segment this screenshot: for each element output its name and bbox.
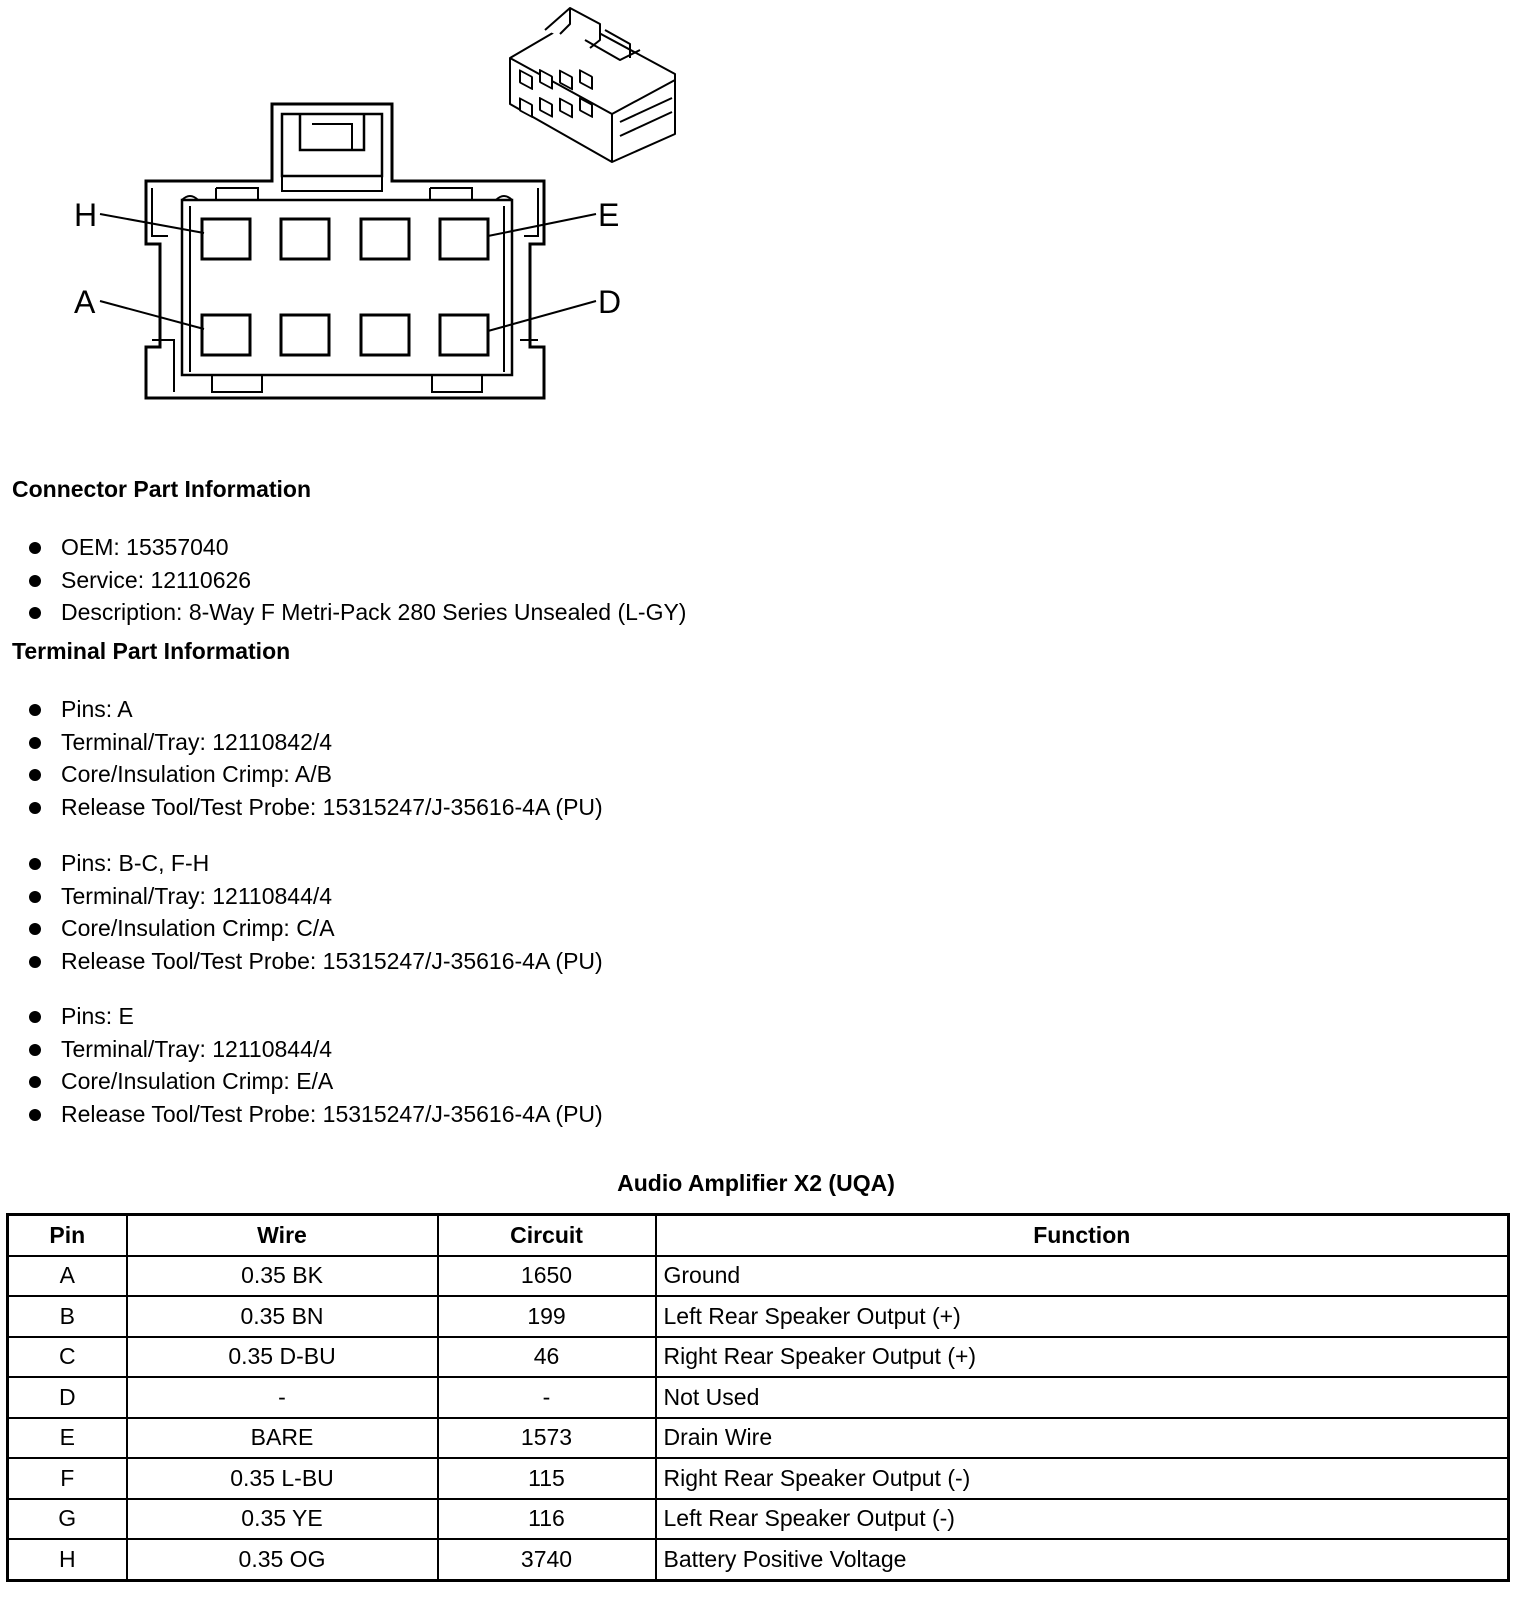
table-row xyxy=(8,1418,1509,1459)
cell-function: Right Rear Speaker Output (+) xyxy=(656,1337,1509,1378)
cell-wire: BARE xyxy=(127,1418,438,1459)
terminal-group-1 xyxy=(28,693,603,823)
header-function: Function xyxy=(656,1215,1509,1256)
cell-wire: 0.35 BK xyxy=(127,1256,438,1297)
cell-function: Ground xyxy=(656,1256,1509,1297)
cell-circuit: 115 xyxy=(438,1458,656,1499)
cell-wire: 0.35 D-BU xyxy=(127,1337,438,1378)
cavity-g xyxy=(281,219,329,259)
cell-wire: 0.35 OG xyxy=(127,1539,438,1580)
cell-circuit: 199 xyxy=(438,1296,656,1337)
cavity-h xyxy=(202,219,250,259)
cell-pin: C xyxy=(8,1337,127,1378)
pin-label-e: E xyxy=(598,197,620,233)
cavity-f xyxy=(361,219,409,259)
cell-pin: E xyxy=(8,1418,127,1459)
list-item: Service: 12110626 xyxy=(28,564,686,597)
list-item: Pins: A xyxy=(28,693,603,726)
header-circuit: Circuit xyxy=(438,1215,656,1256)
pin-label-h: H xyxy=(74,197,98,233)
table-row xyxy=(8,1499,1509,1540)
cell-function: Battery Positive Voltage xyxy=(656,1539,1509,1580)
cavity-a xyxy=(202,315,250,355)
list-item: Release Tool/Test Probe: 15315247/J-35616-4A (PU) xyxy=(28,945,603,978)
cavity-e xyxy=(440,219,488,259)
cavity-c xyxy=(361,315,409,355)
list-item: Terminal/Tray: 12110842/4 xyxy=(28,726,603,759)
cavity-b xyxy=(281,315,329,355)
pin-label-d: D xyxy=(598,284,622,320)
cell-function: Left Rear Speaker Output (+) xyxy=(656,1296,1509,1337)
cell-wire: 0.35 L-BU xyxy=(127,1458,438,1499)
cell-pin: F xyxy=(8,1458,127,1499)
connector-part-info-list xyxy=(28,531,686,629)
table-row xyxy=(8,1337,1509,1378)
cell-function: Left Rear Speaker Output (-) xyxy=(656,1499,1509,1540)
cell-pin: H xyxy=(8,1539,127,1580)
list-item: OEM: 15357040 xyxy=(28,531,686,564)
pin-table xyxy=(6,1213,1510,1582)
connector-diagram xyxy=(0,0,700,420)
cell-pin: B xyxy=(8,1296,127,1337)
cavity-d xyxy=(440,315,488,355)
list-item: Core/Insulation Crimp: A/B xyxy=(28,758,603,791)
list-item: Pins: E xyxy=(28,1000,603,1033)
cell-circuit: 46 xyxy=(438,1337,656,1378)
header-wire: Wire xyxy=(127,1215,438,1256)
header-pin: Pin xyxy=(8,1215,127,1256)
cell-circuit: 116 xyxy=(438,1499,656,1540)
connector-part-info-heading: Connector Part Information xyxy=(12,476,312,502)
cell-function: Right Rear Speaker Output (-) xyxy=(656,1458,1509,1499)
table-row xyxy=(8,1458,1509,1499)
list-item: Pins: B-C, F-H xyxy=(28,847,603,880)
cell-pin: D xyxy=(8,1377,127,1418)
cell-pin: G xyxy=(8,1499,127,1540)
table-row xyxy=(8,1539,1509,1580)
cell-circuit: 1573 xyxy=(438,1418,656,1459)
list-item: Terminal/Tray: 12110844/4 xyxy=(28,1033,603,1066)
table-row xyxy=(8,1256,1509,1297)
cell-circuit: - xyxy=(438,1377,656,1418)
cell-circuit: 3740 xyxy=(438,1539,656,1580)
cell-function: Drain Wire xyxy=(656,1418,1509,1459)
cell-pin: A xyxy=(8,1256,127,1297)
terminal-group-2 xyxy=(28,847,603,977)
terminal-group-3 xyxy=(28,1000,603,1130)
list-item: Core/Insulation Crimp: E/A xyxy=(28,1065,603,1098)
cell-wire: 0.35 BN xyxy=(127,1296,438,1337)
terminal-part-info-heading: Terminal Part Information xyxy=(12,638,291,664)
table-title: Audio Amplifier X2 (UQA) xyxy=(617,1170,895,1196)
list-item: Description: 8-Way F Metri-Pack 280 Series Unsealed (L-GY) xyxy=(28,596,686,629)
connector-3d-view xyxy=(510,8,675,162)
cell-circuit: 1650 xyxy=(438,1256,656,1297)
cell-function: Not Used xyxy=(656,1377,1509,1418)
list-item: Release Tool/Test Probe: 15315247/J-35616-4A (PU) xyxy=(28,1098,603,1131)
table-row xyxy=(8,1296,1509,1337)
cell-wire: - xyxy=(127,1377,438,1418)
table-header-row xyxy=(8,1215,1509,1256)
table-row xyxy=(8,1377,1509,1418)
cell-wire: 0.35 YE xyxy=(127,1499,438,1540)
list-item: Terminal/Tray: 12110844/4 xyxy=(28,880,603,913)
list-item: Release Tool/Test Probe: 15315247/J-35616-4A (PU) xyxy=(28,791,603,824)
pin-label-a: A xyxy=(74,284,96,320)
list-item: Core/Insulation Crimp: C/A xyxy=(28,912,603,945)
